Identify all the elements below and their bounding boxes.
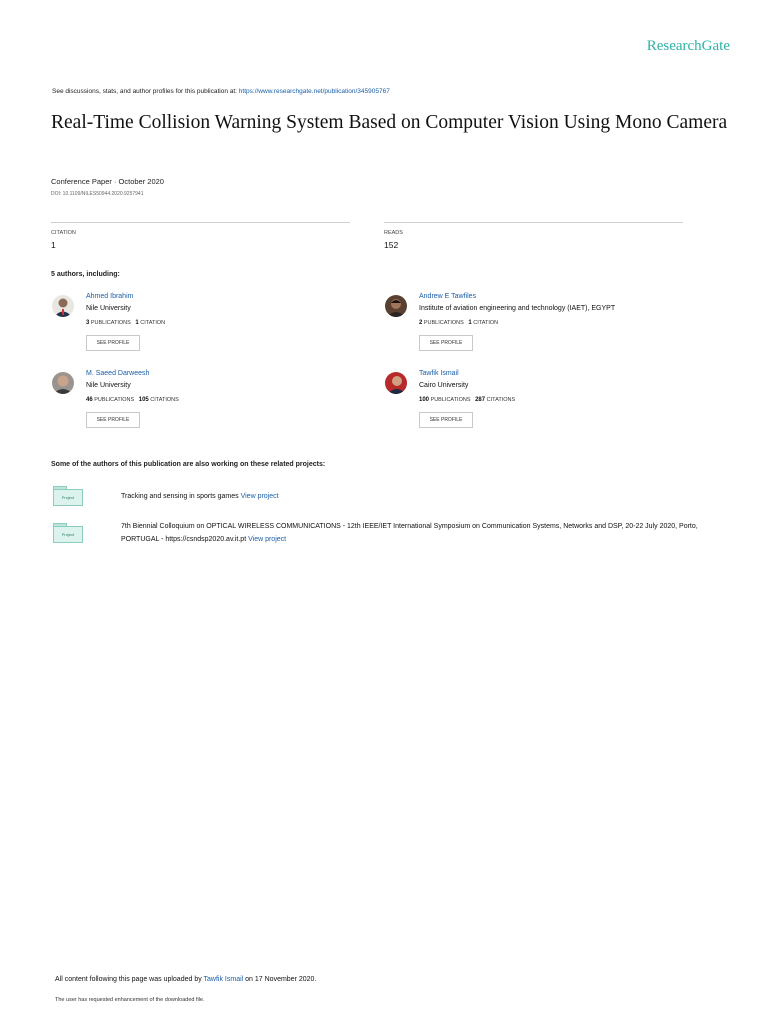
publications-label: PUBLICATIONS [90,320,131,326]
publications-count: 100 [419,397,430,403]
project-title: Tracking and sensing in sports games [121,493,241,500]
author-name-link[interactable]: Ahmed Ibrahim [86,293,134,300]
publication-url-link[interactable]: https://www.researchgate.net/publication/345905767 [238,88,390,95]
author-institution: Nile University [86,305,131,312]
author-card [385,293,715,363]
publications-count: 3 [86,320,90,326]
project-item [121,520,721,546]
paper-type-date: Conference Paper · October 2020 [51,177,164,186]
publications-count: 46 [86,397,93,403]
see-profile-button[interactable]: SEE PROFILE [86,412,140,428]
avatar[interactable] [52,295,74,317]
reads-value: 152 [384,240,399,250]
author-name-link[interactable]: Andrew E Tawfiles [419,293,477,300]
avatar[interactable] [385,295,407,317]
citations-count: 1 [135,320,139,326]
avatar[interactable] [385,372,407,394]
author-name-link[interactable]: M. Saeed Darweesh [86,370,150,377]
author-card [385,370,715,440]
publications-label: PUBLICATIONS [423,320,464,326]
upload-note [55,976,316,983]
project-title: 7th Biennial Colloquium on OPTICAL WIRELESS COMMUNICATIONS - 12th IEEE/IET International Symposium on Communication Systems, Networks and DSP, 20-22 July 2020, Porto, PORTUGAL - https://csndsp2020.av.it.pt [121,523,698,543]
author-institution: Institute of aviation engineering and technology (IAET), EGYPT [419,305,616,312]
project-folder-icon[interactable] [53,523,83,541]
view-project-link[interactable]: View project [240,493,279,500]
projects-heading: Some of the authors of this publication are also working on these related projects: [51,461,326,468]
discussion-note [52,88,390,95]
author-name-link[interactable]: Tawfik Ismail [419,370,459,377]
uploader-link[interactable]: Tawfik Ismail [203,976,244,983]
paper-doi: DOI: 10.1109/NILES50944.2020.9257941 [51,191,144,197]
upload-suffix: on 17 November 2020. [243,976,317,983]
divider-right [384,222,683,223]
publications-count: 2 [419,320,423,326]
author-institution: Cairo University [419,382,469,389]
see-profile-button[interactable]: SEE PROFILE [419,412,473,428]
author-stats [419,397,515,403]
author-card [52,370,382,440]
upload-prefix: All content following this page was uploaded by [55,976,204,983]
authors-heading: 5 authors, including: [51,271,120,278]
project-icon-label: Project [53,526,83,543]
project-item [121,490,721,503]
view-project-link[interactable]: View project [248,536,287,543]
avatar[interactable] [52,372,74,394]
author-stats [86,397,179,403]
enhancement-note: The user has requested enhancement of the downloaded file. [55,997,205,1003]
project-icon-label: Project [53,489,83,506]
publications-label: PUBLICATIONS [430,397,471,403]
see-profile-button[interactable]: SEE PROFILE [419,335,473,351]
citation-value: 1 [51,240,56,250]
author-institution: Nile University [86,382,131,389]
project-folder-icon[interactable] [53,486,83,504]
author-stats [419,320,498,326]
citations-label: CITATION [140,320,166,326]
citation-label: CITATION [51,230,76,236]
citations-label: CITATIONS [486,397,516,403]
researchgate-logo[interactable]: ResearchGate [646,38,730,54]
citations-count: 105 [138,397,149,403]
citations-label: CITATIONS [150,397,179,403]
reads-label: READS [384,230,403,236]
see-profile-button[interactable]: SEE PROFILE [86,335,140,351]
discussion-prefix: See discussions, stats, and author profiles for this publication at: [52,88,239,95]
author-stats [86,320,165,326]
publications-label: PUBLICATIONS [94,397,135,403]
divider-left [51,222,350,223]
citations-count: 287 [475,397,486,403]
citations-label: CITATION [473,320,499,326]
author-card [52,293,382,363]
paper-title: Real-Time Collision Warning System Based on Computer Vision Using Mono Camera [51,112,728,133]
citations-count: 1 [468,320,472,326]
